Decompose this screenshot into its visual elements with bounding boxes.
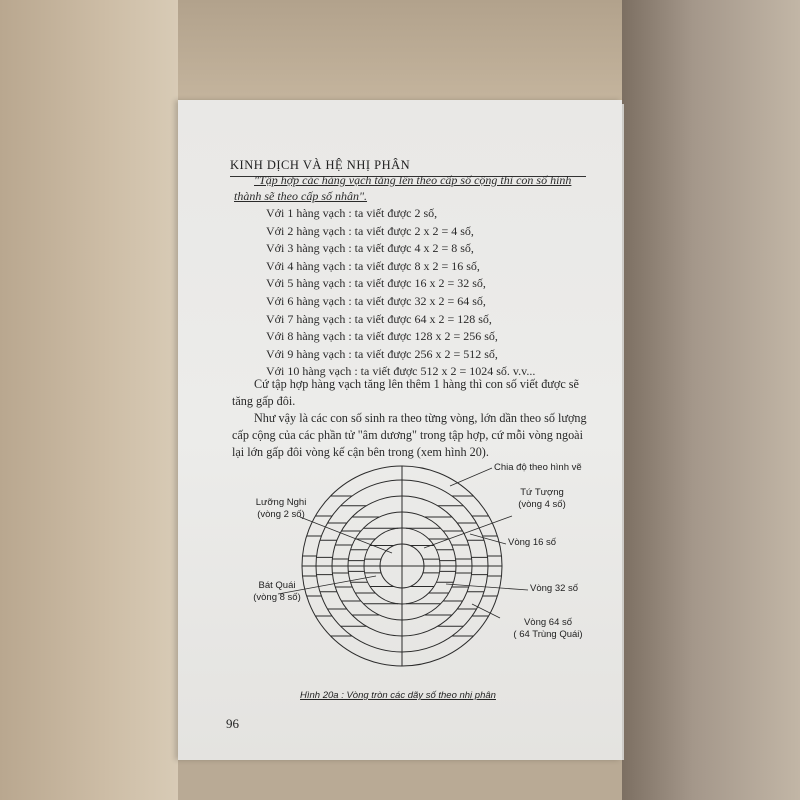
label-vong64-name: Vòng 64 số (523, 617, 573, 628)
label-tu-tuong-count: (vòng 4 số) (518, 499, 566, 510)
label-vong64 (508, 617, 588, 641)
label-bat-quai-count: (vòng 8 số) (253, 592, 301, 603)
paragraph-1: Cứ tập hợp hàng vạch tăng lên thêm 1 hàng thì con số viết được sẽ tăng gấp đôi. (232, 377, 579, 408)
label-luong-nghi-name: Lưỡng Nghi (255, 497, 307, 508)
list-item: Với 3 hàng vạch : ta viết được 4 x 2 = 8 số, (266, 241, 474, 256)
label-vong64-note: ( 64 Trùng Quái) (513, 629, 583, 640)
label-tu-tuong (507, 487, 577, 511)
list-item: Với 5 hàng vạch : ta viết được 16 x 2 = 32 số, (266, 276, 486, 291)
figure-caption: Hình 20a : Vòng tròn các dãy số theo nhị phân (300, 690, 496, 701)
list-item: Với 4 hàng vạch : ta viết được 8 x 2 = 16 số, (266, 258, 480, 273)
list-item: Với 7 hàng vạch : ta viết được 64 x 2 = 128 số, (266, 311, 492, 326)
label-vong16: Vòng 16 số (508, 537, 557, 548)
arrow-chia-do (450, 468, 492, 486)
page-number: 96 (226, 716, 239, 731)
label-vong32: Vòng 32 số (530, 583, 579, 594)
list-item: Với 8 hàng vạch : ta viết được 128 x 2 = 256 số, (266, 329, 498, 344)
list-item: Với 10 hàng vạch : ta viết được 512 x 2 = 1024 số. v.v... (266, 364, 536, 379)
running-head: KINH DỊCH VÀ HỆ NHỊ PHÂN (230, 158, 411, 172)
quote-line: "Tập hợp các hàng vạch tăng lên theo cấp số cộng thì con số hình thành sẽ theo cấp số nhân". (234, 173, 572, 203)
list-item: Với 2 hàng vạch : ta viết được 2 x 2 = 4 số, (266, 223, 474, 238)
arrow-luong-nghi (300, 517, 392, 553)
label-bat-quai-name: Bát Quái (258, 580, 296, 591)
label-tu-tuong-name: Tứ Tượng (520, 487, 564, 498)
label-luong-nghi (246, 497, 316, 521)
label-luong-nghi-count: (vòng 2 số) (257, 509, 305, 520)
list-item: Với 6 hàng vạch : ta viết được 32 x 2 = 64 số, (266, 293, 486, 308)
list-item: Với 9 hàng vạch : ta viết được 256 x 2 = 512 số, (266, 346, 498, 361)
list-item: Với 1 hàng vạch : ta viết được 2 số, (266, 206, 438, 220)
label-bat-quai (240, 580, 314, 604)
paragraph-2: Như vậy là các con số sinh ra theo từng vòng, lớn dần theo số lượng cấp cộng của các phần tử "âm dương" trong tập hợp, cứ mỗi vòng ngoài lại lớn gấp đôi vòng kế cận bên trong (xem hình 20). (232, 411, 587, 459)
label-chia-do: Chia độ theo hình vẽ (494, 462, 582, 473)
